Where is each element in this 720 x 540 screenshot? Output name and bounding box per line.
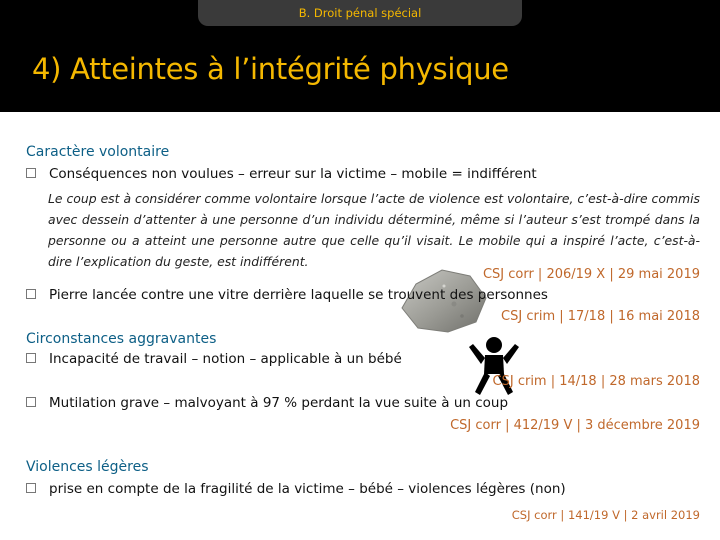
- case-reference: CSJ crim | 17/18 | 16 mai 2018: [501, 309, 700, 324]
- checkbox-bullet-icon: [26, 289, 36, 299]
- bullet-text: prise en compte de la fragilité de la victime – bébé – violences légères (non): [49, 481, 566, 497]
- bullet-text: Conséquences non voulues – erreur sur la victime – mobile = indifférent: [49, 166, 537, 182]
- checkbox-bullet-icon: [26, 353, 36, 363]
- bullet-item: [26, 481, 566, 497]
- case-reference: CSJ corr | 141/19 V | 2 avril 2019: [511, 508, 700, 522]
- bullet-item: [26, 287, 548, 303]
- checkbox-bullet-icon: [26, 397, 36, 407]
- section-heading-volontaire: Caractère volontaire: [26, 144, 170, 160]
- bullet-item: [26, 166, 537, 182]
- slide-title: 4) Atteintes à l’intégrité physique: [32, 52, 509, 86]
- jurisprudence-quote: Le coup est à considérer comme volontaire lorsque l’acte de violence est volontaire, c’est-à-dire commis avec dessein d’attenter à une personne d’un individu déterminé, même si l’auteur s’est trompé dans la personne ou a atteint une personne autre que celle qu’il visait. Le mobile qui a inspiré l’acte, c’est-à-dire l’explication du geste, est indifférent.: [48, 191, 700, 269]
- section-heading-legeres: Violences légères: [26, 459, 149, 475]
- case-reference: CSJ corr | 206/19 X | 29 mai 2019: [482, 267, 700, 282]
- slide-header: [0, 0, 720, 112]
- checkbox-bullet-icon: [26, 483, 36, 493]
- case-reference: CSJ crim | 14/18 | 28 mars 2018: [492, 374, 700, 389]
- bullet-item: [26, 395, 508, 411]
- section-heading-aggravantes: Circonstances aggravantes: [26, 331, 217, 347]
- checkbox-bullet-icon: [26, 168, 36, 178]
- bullet-text: Pierre lancée contre une vitre derrière laquelle se trouvent des personnes: [49, 287, 548, 303]
- bullet-text: Incapacité de travail – notion – applicable à un bébé: [49, 351, 402, 367]
- bullet-item: [26, 351, 402, 367]
- bullet-text: Mutilation grave – malvoyant à 97 % perdant la vue suite à un coup: [49, 395, 509, 411]
- section-label: B. Droit pénal spécial: [198, 0, 522, 26]
- case-reference: CSJ corr | 412/19 V | 3 décembre 2019: [450, 418, 700, 433]
